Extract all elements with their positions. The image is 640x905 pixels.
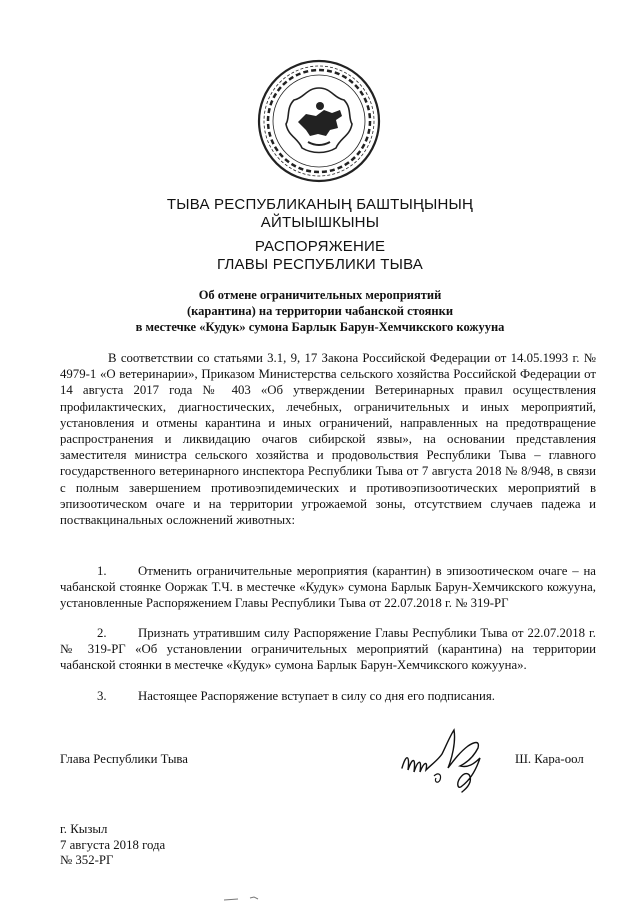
item-number: 1. [97,564,107,578]
place-of-issue: г. Кызыл [60,822,108,836]
issue-date: 7 августа 2018 года [60,837,166,852]
header-ru-line2: ГЛАВЫ РЕСПУБЛИКИ ТЫВА [216,256,424,273]
document-footer [60,822,165,869]
header-ru-line1: РАСПОРЯЖЕНИЕ [254,238,386,255]
header-tyva-line2: АЙТЫЫШКЫНЫ [260,214,380,231]
title-line: в местечке «Кудук» сумона Барлык Барун-Хемчикского кожууна [135,320,505,334]
item-1 [60,563,596,612]
item-2 [60,625,596,674]
title-line: Об отмене ограничительных мероприятий [198,288,442,302]
item-number: 3. [97,689,107,703]
coat-of-arms-emblem [256,58,382,184]
handwritten-signature [398,724,498,796]
signatory-position: Глава Республики Тыва [60,752,188,766]
header-tyva-line1: ТЫВА РЕСПУБЛИКАНЫҢ БАШТЫҢЫНЫҢ [166,196,474,213]
signatory-name: Ш. Кара-оол [515,752,584,766]
item-3 [60,688,596,704]
item-text: Отменить ограничительные мероприятия (карантин) в эпизоотическом очаге – на чабанской стоянке Ооржак Т.Ч. в местечке «Кудук» сумона Барлык Барун-Хемчикского кожууна, установленные Распоряжением Главы Республики Тыва от 22.07.2018 г. № 319-РГ [60,564,596,611]
title-line: (карантина) на территории чабанской стоянки [186,304,454,318]
item-text: Признать утратившим силу Распоряжение Главы Республики Тыва от 22.07.2018 г. № 319-РГ «Об установлении ограничительных мероприятий (карантина) на территории чабанской стоянки в местечке «Кудук» сумона Барлык Барун-Хемчикского кожууна». [60,626,596,673]
scan-artifact-mark [220,893,280,903]
preamble-paragraph: В соответствии со статьями 3.1, 9, 17 Закона Российской Федерации от 14.05.1993 г. № 4979-1 «О ветеринарии», Приказом Министерства сельского хозяйства Российской Федерации от 14 августа 2017 года № 403 «Об утверждении Ветеринарных правил осуществления профилактических, диагностических, лечебных, ограничительных и иных мероприятий, установления и отмены карантина и иных ограничений, направленных на предотвращение распространения и ликвидацию очагов сибирской язвы», на основании представления заместителя министра сельского хозяйства и продовольствия Республики Тыва – главного государственного ветеринарного инспектора Республики Тыва от 7 августа 2018 № 8/948, в связи с полным завершением противоэпидемических и противоэпизоотических мероприятий в эпизоотическом очаге и на территории угрожаемой зоны, отсутствием случаев падежа и поствакцинальных осложнений животных: [60,351,596,528]
item-number: 2. [97,626,107,640]
document-title [90,287,550,335]
item-text: Настоящее Распоряжение вступает в силу со дня его подписания. [138,689,495,703]
document-number: № 352-РГ [60,853,114,867]
